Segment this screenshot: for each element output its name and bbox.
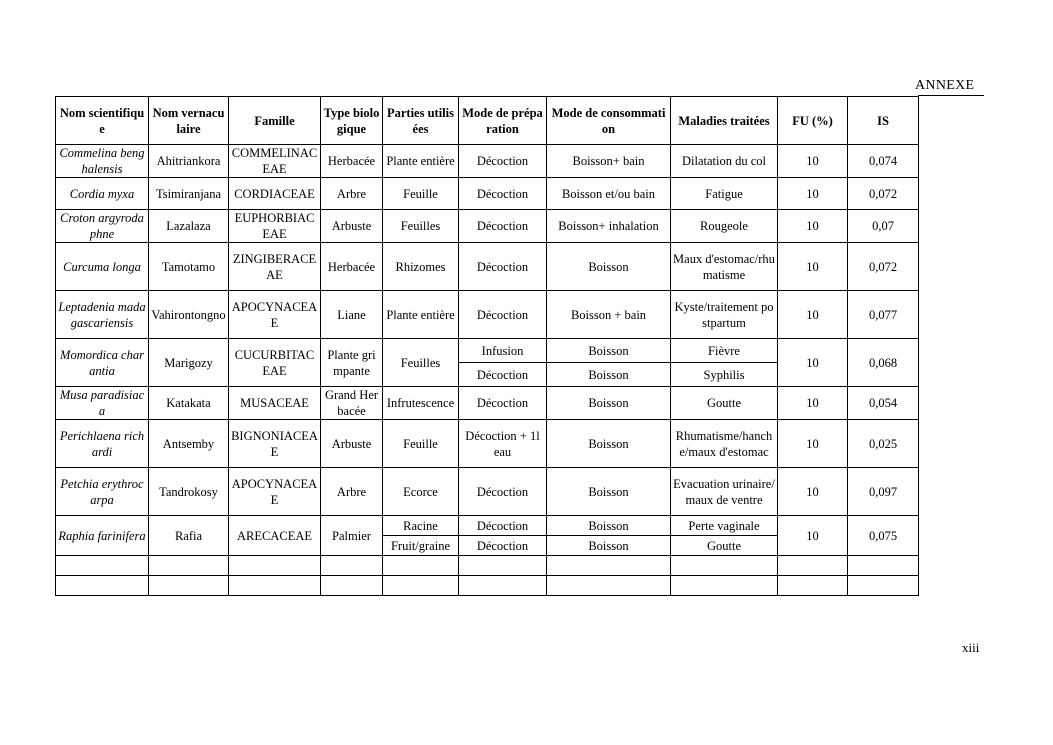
is-value: 0,097 (848, 468, 919, 516)
biological-type: Herbacée (321, 145, 383, 178)
vernacular-name: Ahitriankora (149, 145, 229, 178)
parts-used: Racine (383, 516, 459, 536)
table-row (56, 516, 919, 536)
consumption: Boisson (547, 468, 671, 516)
empty-cell (671, 556, 778, 576)
empty-cell (671, 576, 778, 596)
table-row (56, 420, 919, 468)
fu-value: 10 (778, 387, 848, 420)
table-row (56, 339, 919, 363)
vernacular-name: Tsimiranjana (149, 178, 229, 210)
scientific-name: Perichlaena richardi (56, 420, 149, 468)
consumption: Boisson (547, 363, 671, 387)
col-header-diseases: Maladies traitées (671, 97, 778, 145)
page-number: xiii (962, 640, 980, 655)
empty-cell (321, 576, 383, 596)
biological-type: Herbacée (321, 243, 383, 291)
parts-used: Feuilles (383, 210, 459, 243)
parts-used: Feuilles (383, 339, 459, 387)
parts-used: Feuille (383, 178, 459, 210)
vernacular-name: Rafia (149, 516, 229, 556)
preparation: Décoction (459, 536, 547, 556)
scientific-name: Cordia myxa (56, 178, 149, 210)
empty-cell (229, 556, 321, 576)
is-value: 0,077 (848, 291, 919, 339)
diseases: Fatigue (671, 178, 778, 210)
scientific-name: Commelina benghalensis (56, 145, 149, 178)
col-header-scientific-name: Nom scientifique (56, 97, 149, 145)
scientific-name: Musa paradisiaca (56, 387, 149, 420)
col-header-consumption: Mode de consommation (547, 97, 671, 145)
fu-value: 10 (778, 145, 848, 178)
family: ZINGIBERACEAE (229, 243, 321, 291)
parts-used: Plante entière (383, 291, 459, 339)
preparation: Décoction (459, 468, 547, 516)
diseases: Rhumatisme/hanche/maux d'estomac (671, 420, 778, 468)
scientific-name: Momordica charantia (56, 339, 149, 387)
biological-type: Liane (321, 291, 383, 339)
consumption: Boisson et/ou bain (547, 178, 671, 210)
consumption: Boisson (547, 536, 671, 556)
family: APOCYNACEAE (229, 291, 321, 339)
diseases: Goutte (671, 536, 778, 556)
col-header-biological-type: Type biologique (321, 97, 383, 145)
family: ARECACEAE (229, 516, 321, 556)
is-value: 0,072 (848, 178, 919, 210)
fu-value: 10 (778, 516, 848, 556)
preparation: Décoction (459, 387, 547, 420)
vernacular-name: Vahirontongno (149, 291, 229, 339)
preparation: Décoction (459, 516, 547, 536)
col-header-parts-used: Parties utilisées (383, 97, 459, 145)
biological-type: Arbre (321, 468, 383, 516)
parts-used: Rhizomes (383, 243, 459, 291)
empty-cell (321, 556, 383, 576)
consumption: Boisson+ bain (547, 145, 671, 178)
vernacular-name: Katakata (149, 387, 229, 420)
diseases: Fièvre (671, 339, 778, 363)
biological-type: Arbuste (321, 420, 383, 468)
preparation: Décoction (459, 363, 547, 387)
empty-cell (149, 576, 229, 596)
empty-row (56, 556, 919, 576)
fu-value: 10 (778, 291, 848, 339)
col-header-vernacular-name: Nom vernaculaire (149, 97, 229, 145)
is-value: 0,07 (848, 210, 919, 243)
family: COMMELINACEAE (229, 145, 321, 178)
is-value: 0,054 (848, 387, 919, 420)
fu-value: 10 (778, 420, 848, 468)
vernacular-name: Tamotamo (149, 243, 229, 291)
table-row (56, 387, 919, 420)
consumption: Boisson (547, 339, 671, 363)
col-header-fu: FU (%) (778, 97, 848, 145)
diseases: Maux d'estomac/rhumatisme (671, 243, 778, 291)
is-value: 0,074 (848, 145, 919, 178)
col-header-is: IS (848, 97, 919, 145)
empty-cell (56, 576, 149, 596)
col-header-preparation: Mode de préparation (459, 97, 547, 145)
diseases: Evacuation urinaire/maux de ventre (671, 468, 778, 516)
table-row (56, 210, 919, 243)
diseases: Syphilis (671, 363, 778, 387)
consumption: Boisson (547, 516, 671, 536)
diseases: Perte vaginale (671, 516, 778, 536)
parts-used: Ecorce (383, 468, 459, 516)
empty-row (56, 576, 919, 596)
fu-value: 10 (778, 243, 848, 291)
preparation: Décoction (459, 243, 547, 291)
empty-cell (383, 576, 459, 596)
family: MUSACEAE (229, 387, 321, 420)
biological-type: Palmier (321, 516, 383, 556)
parts-used: Fruit/graine (383, 536, 459, 556)
fu-value: 10 (778, 210, 848, 243)
parts-used: Feuille (383, 420, 459, 468)
table-row (56, 468, 919, 516)
empty-cell (459, 556, 547, 576)
vernacular-name: Marigozy (149, 339, 229, 387)
col-header-family: Famille (229, 97, 321, 145)
preparation: Décoction (459, 291, 547, 339)
header-rule (918, 95, 984, 96)
scientific-name: Curcuma longa (56, 243, 149, 291)
consumption: Boisson+ inhalation (547, 210, 671, 243)
empty-cell (56, 556, 149, 576)
vernacular-name: Lazalaza (149, 210, 229, 243)
family: BIGNONIACEAE (229, 420, 321, 468)
vernacular-name: Tandrokosy (149, 468, 229, 516)
vernacular-name: Antsemby (149, 420, 229, 468)
fu-value: 10 (778, 339, 848, 387)
empty-cell (547, 556, 671, 576)
family: CORDIACEAE (229, 178, 321, 210)
is-value: 0,068 (848, 339, 919, 387)
family: EUPHORBIACEAE (229, 210, 321, 243)
consumption: Boisson (547, 420, 671, 468)
empty-cell (848, 556, 919, 576)
diseases: Goutte (671, 387, 778, 420)
is-value: 0,075 (848, 516, 919, 556)
consumption: Boisson (547, 387, 671, 420)
preparation: Décoction (459, 178, 547, 210)
diseases: Rougeole (671, 210, 778, 243)
family: CUCURBITACEAE (229, 339, 321, 387)
family: APOCYNACEAE (229, 468, 321, 516)
biological-type: Arbre (321, 178, 383, 210)
consumption: Boisson (547, 243, 671, 291)
is-value: 0,025 (848, 420, 919, 468)
empty-cell (547, 576, 671, 596)
fu-value: 10 (778, 178, 848, 210)
preparation: Décoction + 1l eau (459, 420, 547, 468)
empty-cell (778, 556, 848, 576)
empty-cell (149, 556, 229, 576)
biological-type: Arbuste (321, 210, 383, 243)
table-row (56, 243, 919, 291)
empty-cell (778, 576, 848, 596)
preparation: Infusion (459, 339, 547, 363)
empty-cell (229, 576, 321, 596)
table-row (56, 145, 919, 178)
scientific-name: Croton argyrodaphne (56, 210, 149, 243)
parts-used: Plante entière (383, 145, 459, 178)
table-row (56, 178, 919, 210)
biological-type: Grand Herbacée (321, 387, 383, 420)
scientific-name: Raphia farinifera (56, 516, 149, 556)
diseases: Kyste/traitement postpartum (671, 291, 778, 339)
ethnobotany-table (55, 96, 919, 596)
parts-used: Infrutescence (383, 387, 459, 420)
header-row (56, 97, 919, 145)
fu-value: 10 (778, 468, 848, 516)
empty-cell (459, 576, 547, 596)
section-title: ANNEXE (915, 78, 975, 93)
scientific-name: Leptadenia madagascariensis (56, 291, 149, 339)
consumption: Boisson + bain (547, 291, 671, 339)
biological-type: Plante grimpante (321, 339, 383, 387)
empty-cell (848, 576, 919, 596)
table-row (56, 291, 919, 339)
empty-cell (383, 556, 459, 576)
preparation: Décoction (459, 210, 547, 243)
preparation: Décoction (459, 145, 547, 178)
scientific-name: Petchia erythrocarpa (56, 468, 149, 516)
is-value: 0,072 (848, 243, 919, 291)
diseases: Dilatation du col (671, 145, 778, 178)
